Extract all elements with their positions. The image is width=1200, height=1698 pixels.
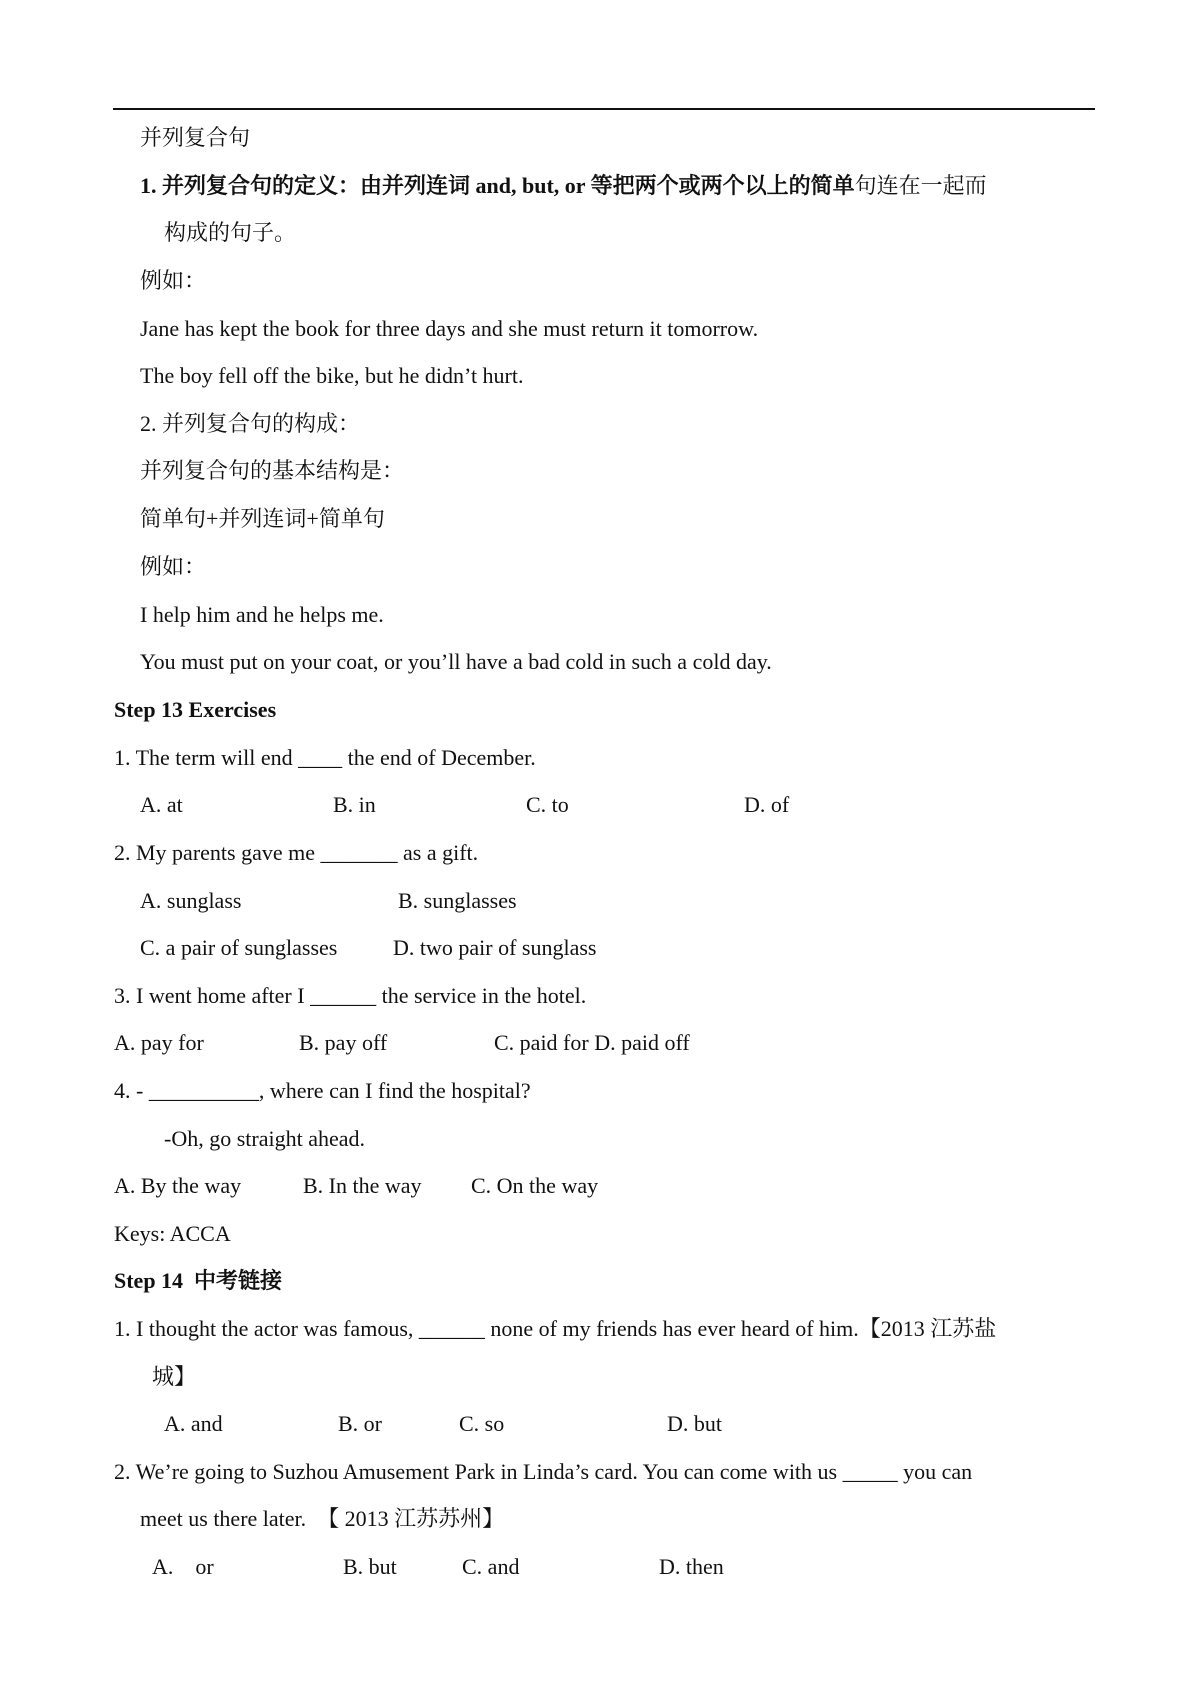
header-rule bbox=[113, 108, 1095, 110]
option: B. In the way bbox=[303, 1173, 422, 1198]
question-2: 2. My parents gave me _______ as a gift. bbox=[114, 840, 479, 865]
answer-keys: Keys: ACCA bbox=[114, 1221, 231, 1246]
option: A. or bbox=[152, 1554, 214, 1579]
exam-question-2-line2: meet us there later. 【 2013 江苏苏州】 bbox=[140, 1506, 505, 1531]
option: A. pay for bbox=[114, 1030, 204, 1055]
example-sentence-4: You must put on your coat, or you’ll have a bad cold in such a cold day. bbox=[140, 649, 772, 674]
option: D. but bbox=[667, 1411, 722, 1436]
exam-question-1: 1. I thought the actor was famous, ______ none of my friends has ever heard of him.【2013 江苏盐 bbox=[114, 1316, 997, 1341]
option: C. On the way bbox=[471, 1173, 599, 1198]
example-label-2: 例如： bbox=[140, 554, 207, 579]
option: D. two pair of sunglass bbox=[393, 935, 597, 960]
example-label-1: 例如： bbox=[140, 268, 207, 293]
option: C. to bbox=[526, 792, 569, 817]
option: B. in bbox=[333, 792, 376, 817]
option: C. a pair of sunglasses bbox=[140, 935, 338, 960]
option: B. but bbox=[343, 1554, 397, 1579]
option: A. By the way bbox=[114, 1173, 242, 1198]
structure-line-1: 并列复合句的基本结构是： bbox=[140, 458, 405, 483]
option: A. and bbox=[164, 1411, 223, 1436]
section-title: 并列复合句 bbox=[140, 125, 251, 150]
step14-title: Step 14 中考链接 bbox=[114, 1268, 283, 1293]
definition-rest: 句连在一起而 bbox=[854, 173, 987, 198]
example-sentence-3: I help him and he helps me. bbox=[140, 602, 384, 627]
question-4-reply: -Oh, go straight ahead. bbox=[164, 1126, 365, 1151]
example-sentence-2: The boy fell off the bike, but he didn’t hurt. bbox=[140, 363, 524, 388]
option: A. at bbox=[140, 792, 183, 817]
definition-bold: 1. 并列复合句的定义：由并列连词 and, but, or 等把两个或两个以上的简单 bbox=[140, 173, 855, 198]
option: C. paid for D. paid off bbox=[494, 1030, 690, 1055]
option: A. sunglass bbox=[140, 888, 242, 913]
exam-question-2: 2. We’re going to Suzhou Amusement Park in Linda’s card. You can come with us _____ you can bbox=[114, 1459, 973, 1484]
definition-line-1 bbox=[140, 171, 987, 201]
option: B. sunglasses bbox=[398, 888, 517, 913]
option: C. and bbox=[462, 1554, 520, 1579]
option: D. then bbox=[659, 1554, 724, 1579]
step13-title: Step 13 Exercises bbox=[114, 697, 277, 722]
definition-line-2: 构成的句子。 bbox=[164, 220, 297, 245]
option: D. of bbox=[744, 792, 790, 817]
option: C. so bbox=[459, 1411, 505, 1436]
option: B. pay off bbox=[299, 1030, 388, 1055]
question-1: 1. The term will end ____ the end of December. bbox=[114, 745, 536, 770]
question-4: 4. - __________, where can I find the hospital? bbox=[114, 1078, 531, 1103]
structure-heading: 2. 并列复合句的构成： bbox=[140, 411, 361, 436]
example-sentence-1: Jane has kept the book for three days and she must return it tomorrow. bbox=[140, 316, 759, 341]
option: B. or bbox=[338, 1411, 382, 1436]
question-3: 3. I went home after I ______ the service in the hotel. bbox=[114, 983, 587, 1008]
exam-question-1-source: 城】 bbox=[152, 1364, 197, 1389]
structure-line-2: 简单句+并列连词+简单句 bbox=[140, 506, 385, 531]
